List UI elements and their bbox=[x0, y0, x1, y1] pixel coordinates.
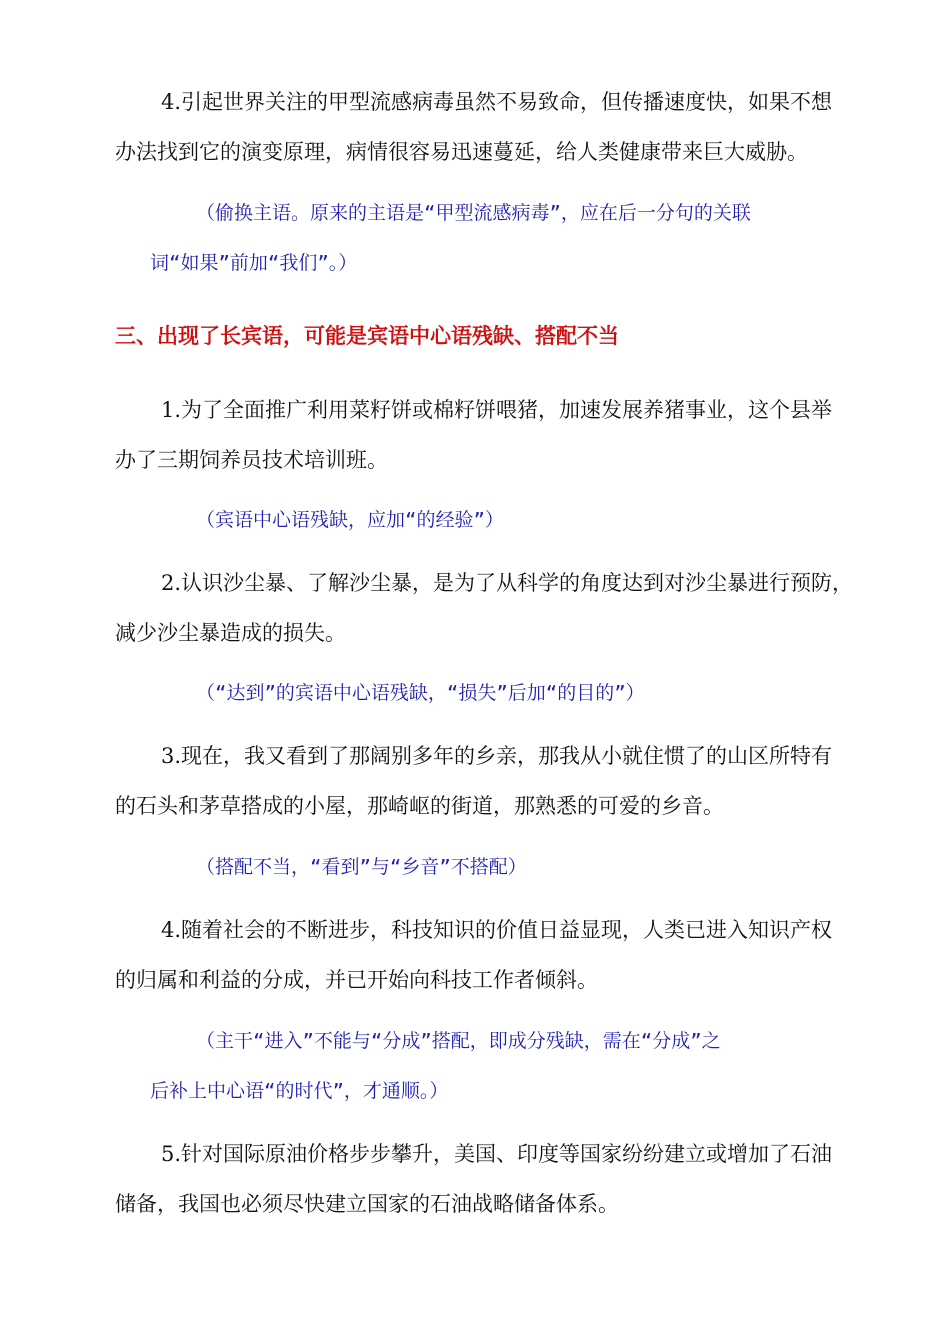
question-line: 5.针对国际原油价格步步攀升，美国、印度等国家纷纷建立或增加了石油 bbox=[161, 1142, 833, 1166]
question-line: 的归属和利益的分成，并已开始向科技工作者倾斜。 bbox=[115, 968, 598, 992]
answer-line: （主干“进入”不能与“分成”搭配，即成分残缺，需在“分成”之 bbox=[196, 1030, 721, 1052]
answer-line: （搭配不当，“看到”与“乡音”不搭配） bbox=[196, 856, 527, 878]
question-line: 办了三期饲养员技术培训班。 bbox=[115, 448, 388, 472]
question-line: 4.引起世界关注的甲型流感病毒虽然不易致命，但传播速度快，如果不想 bbox=[161, 90, 833, 114]
question-line: 储备，我国也必须尽快建立国家的石油战略储备体系。 bbox=[115, 1192, 619, 1216]
question-line: 减少沙尘暴造成的损失。 bbox=[115, 621, 346, 645]
section-heading: 三、出现了长宾语，可能是宾语中心语残缺、搭配不当 bbox=[115, 324, 619, 348]
answer-line: （偷换主语。原来的主语是“甲型流感病毒”，应在后一分句的关联 bbox=[196, 202, 751, 224]
answer-line: （“达到”的宾语中心语残缺，“损失”后加“的目的”） bbox=[196, 682, 645, 704]
answer-line: （宾语中心语残缺，应加“的经验”） bbox=[196, 509, 504, 531]
answer-line: 后补上中心语“的时代”，才通顺。） bbox=[150, 1080, 449, 1102]
question-line: 1.为了全面推广利用菜籽饼或棉籽饼喂猪，加速发展养猪事业，这个县举 bbox=[161, 398, 833, 422]
question-line: 的石头和茅草搭成的小屋，那崎岖的街道，那熟悉的可爱的乡音。 bbox=[115, 794, 724, 818]
answer-line: 词“如果”前加“我们”。） bbox=[150, 252, 358, 274]
question-line: 2.认识沙尘暴、了解沙尘暴，是为了从科学的角度达到对沙尘暴进行预防， bbox=[161, 571, 854, 595]
question-line: 3.现在，我又看到了那阔别多年的乡亲，那我从小就住惯了的山区所特有 bbox=[161, 744, 833, 768]
question-line: 4.随着社会的不断进步，科技知识的价值日益显现，人类已进入知识产权 bbox=[161, 918, 833, 942]
question-line: 办法找到它的演变原理，病情很容易迅速蔓延，给人类健康带来巨大威胁。 bbox=[115, 140, 808, 164]
